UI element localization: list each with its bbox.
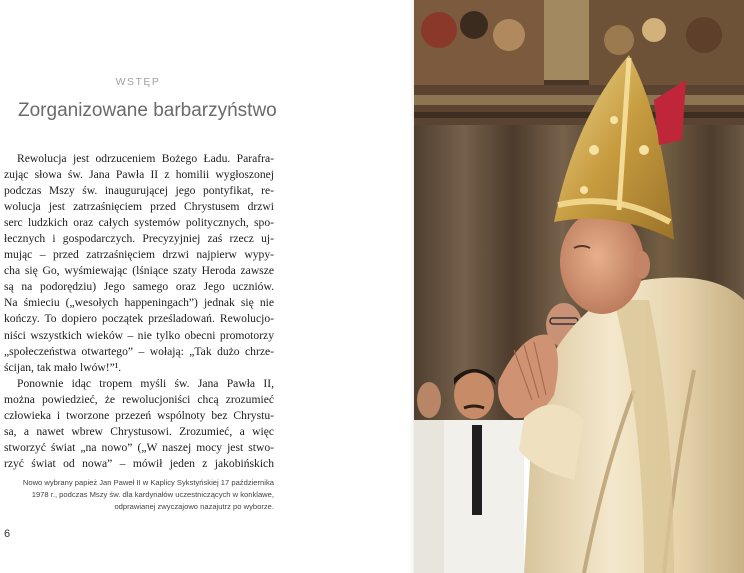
text-line: Rewolucja jest odrzuceniem Bożego Ładu. Parafra-	[17, 152, 274, 165]
sleeve	[519, 404, 584, 480]
fresco-figure	[460, 11, 488, 39]
cornice-trim	[414, 95, 744, 105]
paragraph-2	[4, 376, 274, 472]
text-line: ścijan, tak mało lwów!”¹.	[4, 360, 122, 374]
section-label: WSTĘP	[115, 76, 161, 88]
text-line: łecznych i gospodarczych. Precyzyjniej zaś rzecz uj-	[4, 232, 274, 246]
chapter-title: Zorganizowane barbarzyństwo	[18, 100, 277, 121]
fresco-figure	[604, 25, 634, 55]
body-text	[4, 151, 274, 472]
text-line: zując słowa św. Jana Pawła II z homilii wygłoszonej	[4, 168, 274, 182]
text-line: „społeczeństwa otwartego” – wołają: „Tak dużo chrze-	[4, 344, 274, 358]
text-line: Ponownie idąc tropem myśli św. Jana Pawła II,	[17, 376, 274, 390]
bystander-face	[417, 382, 441, 418]
bystander-tie	[472, 425, 482, 515]
fresco-figure	[686, 17, 722, 53]
cornice-trim	[414, 112, 744, 118]
fresco-panel	[544, 0, 589, 80]
page-number: 6	[4, 528, 11, 540]
text-line: podczas Mszy św. inaugurującej jego pontyfikat, re-	[4, 184, 274, 198]
mitre-ornament	[610, 116, 618, 124]
text-line: sa, a nawet wbrew Chrystusowi. Zrozumieć, a więc	[4, 424, 274, 438]
photo-caption	[18, 477, 274, 513]
text-line: wolucja jest zatrzaśnięciem przed Chrystusem drzwi	[4, 200, 274, 214]
text-line: mując – przed zatrzaśnięciem drzwi najpierw wypy-	[4, 248, 274, 262]
text-line: można powiedzieć, że rewolucjoniści chcą zrozumieć	[4, 392, 274, 406]
fresco-figure	[642, 18, 666, 42]
caption-line: odprawianej zwyczajowo nazajutrz po wyborze.	[114, 502, 274, 511]
mitre-ornament	[580, 186, 588, 194]
caption-line: Nowo wybrany papież Jan Paweł II w Kaplicy Sykstyńskiej 17 października	[22, 478, 274, 487]
fresco-figure	[421, 12, 457, 48]
bystander-shirt	[414, 420, 444, 573]
text-line: cha się Go, wyśmiewając (lśniące szaty Heroda zawsze	[4, 264, 274, 278]
text-line: niści wszystkich wieków – nie tylko obecni promotorzy	[4, 328, 274, 342]
paragraph-1	[4, 151, 274, 376]
caption-line: 1978 r., podczas Mszy św. dla kardynałów uczestniczących w konklawe,	[31, 490, 274, 499]
mitre-ornament	[589, 145, 599, 155]
fresco-figure	[493, 19, 525, 51]
text-line: są na podorędziu) Jego samego oraz Jego uczniów.	[4, 280, 274, 294]
text-line: kończy. To dopiero początek prześladowań. Rewolucjo-	[4, 312, 274, 326]
text-line: rzyć świat od nowa” – mówił jeden z jakobińskich	[4, 456, 274, 470]
text-line: stworzyć świat „na nowo” („W naszej mocy jest stwo-	[4, 440, 274, 454]
text-line: Na śmieciu („wesołych happeningach”) jednak się nie	[4, 296, 274, 310]
pope-face	[560, 210, 644, 314]
text-line: serc ludzkich oraz całych systemów politycznych, spo-	[4, 216, 274, 230]
text-line: człowieka i tworzone przezeń wspólnoty bez Chrystu-	[4, 408, 274, 422]
pope-photo	[414, 0, 744, 573]
pope-ear	[634, 251, 650, 279]
mitre-ornament	[639, 145, 649, 155]
